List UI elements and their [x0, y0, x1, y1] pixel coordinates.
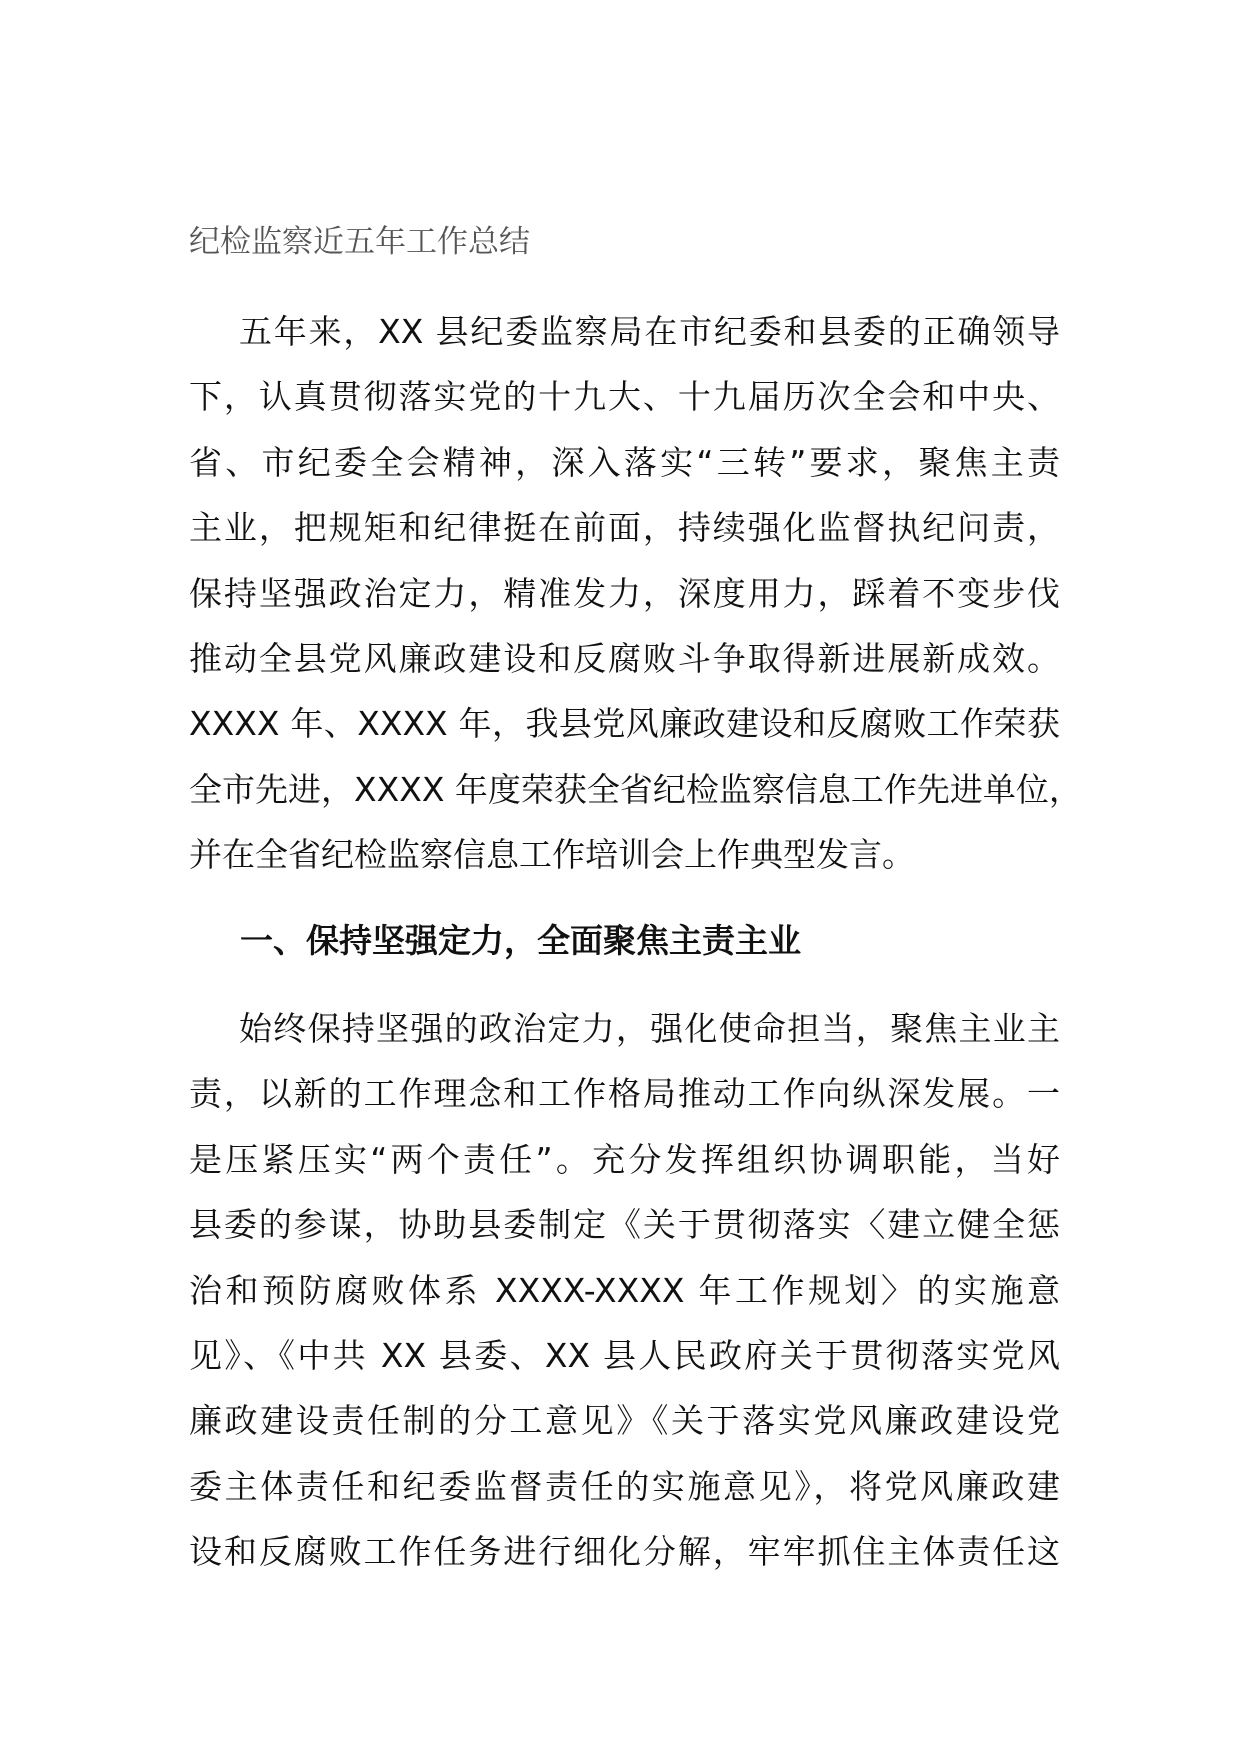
text-line: 治和预防腐败体系 XXXX-XXXX 年工作规划〉的实施意	[189, 1270, 1060, 1310]
section-heading: 一、保持坚强定力，全面聚焦主责主业	[240, 921, 801, 960]
text-line: 五年来，XX 县纪委监察局在市纪委和县委的正确领导	[239, 312, 1060, 351]
text-line: 见》、《中共 XX 县委、XX 县人民政府关于贯彻落实党风	[189, 1335, 1060, 1375]
text-line: 主业，把规矩和纪律挺在前面，持续强化监督执纪问责，	[189, 508, 1060, 548]
text-line: 并在全省纪检监察信息工作培训会上作典型发言。	[189, 835, 915, 875]
text-line: 县委的参谋，协助县委制定《关于贯彻落实〈建立健全惩	[189, 1205, 1060, 1245]
document-title: 纪检监察近五年工作总结	[189, 224, 530, 260]
text-line: 保持坚强政治定力，精准发力，深度用力，踩着不变步伐	[189, 573, 1060, 613]
text-line: 推动全县党风廉政建设和反腐败斗争取得新进展新成效。	[189, 638, 1060, 678]
text-line: 设和反腐败工作任务进行细化分解，牢牢抓住主体责任这	[189, 1532, 1060, 1572]
text-line: 是压紧压实“两个责任”。充分发挥组织协调职能，当好	[189, 1139, 1060, 1179]
paragraph-section-1	[189, 996, 1060, 1585]
text-line: 始终保持坚强的政治定力，强化使命担当，聚焦主业主	[239, 1009, 1060, 1048]
text-line: 委主体责任和纪委监督责任的实施意见》，将党风廉政建	[189, 1466, 1060, 1506]
text-line: 下，认真贯彻落实党的十九大、十九届历次全会和中央、	[189, 377, 1060, 417]
paragraph-intro	[189, 299, 1082, 888]
text-line: 省、市纪委全会精神，深入落实“三转”要求，聚焦主责	[189, 442, 1060, 482]
text-line: XXXX 年、XXXX 年，我县党风廉政建设和反腐败工作荣获	[189, 704, 1060, 744]
text-line: 廉政建设责任制的分工意见》《关于落实党风廉政建设党	[189, 1401, 1060, 1441]
text-line: 责，以新的工作理念和工作格局推动工作向纵深发展。一	[189, 1074, 1060, 1114]
text-line: 全市先进，XXXX 年度荣获全省纪检监察信息工作先进单位，	[189, 769, 1082, 809]
